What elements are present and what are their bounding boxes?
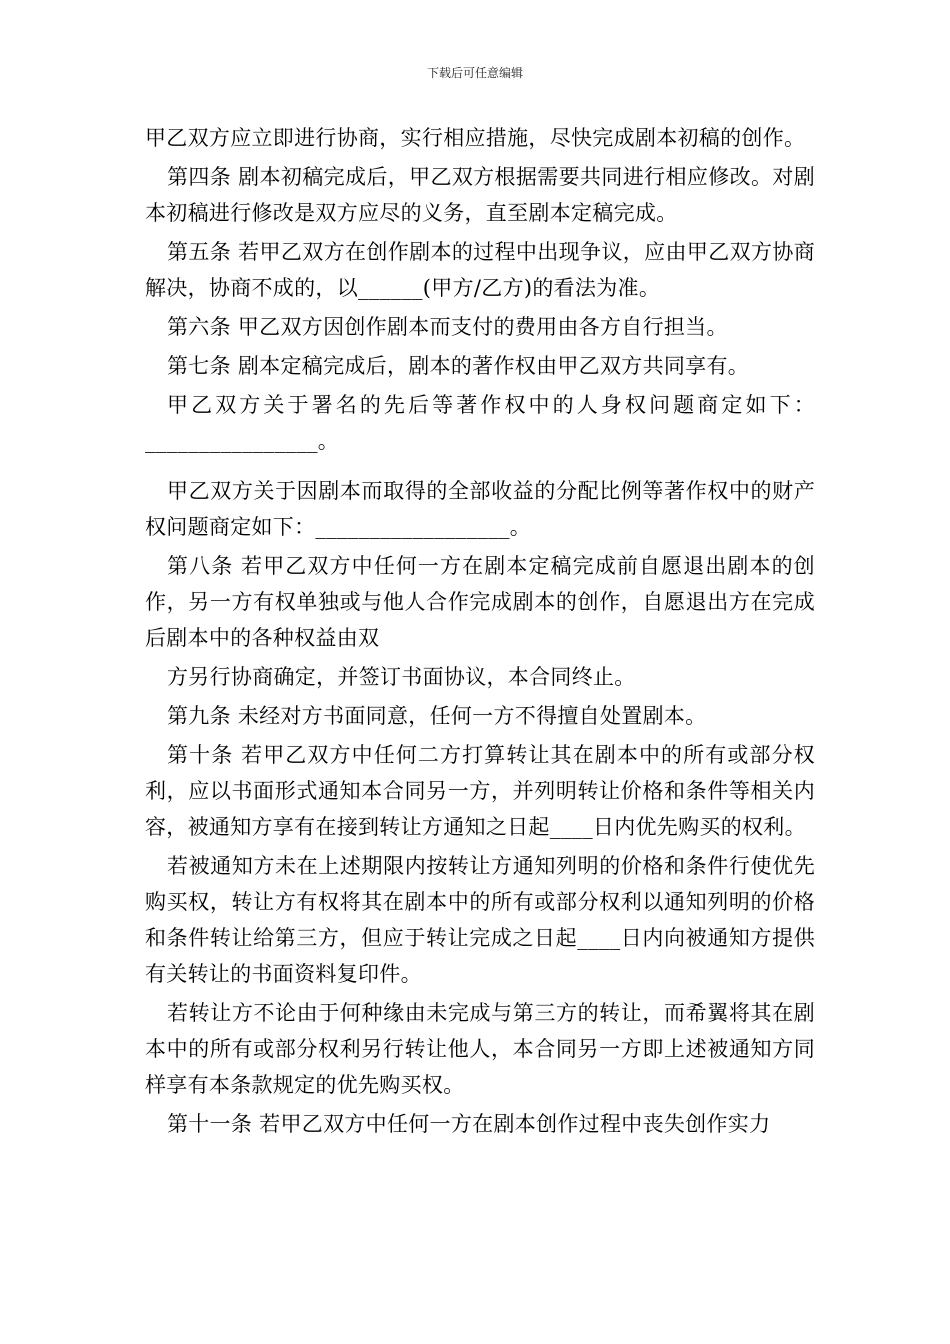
paragraph: 甲乙双方关于因剧本而取得的全部收益的分配比例等著作权中的财产权问题商定如下：__________________。 [145,479,815,539]
paragraph: 第五条 若甲乙双方在创作剧本的过程中出现争议，应由甲乙双方协商解决，协商不成的，以______(甲方/乙方)的看法为准。 [145,240,815,300]
paragraph: 第十条 若甲乙双方中任何二方打算转让其在剧本中的所有或部分权利，应以书面形式通知本合同另一方，并列明转让价格和条件等相关内容，被通知方享有在接到转让方通知之日起____日内优先购买的权利。 [145,743,815,839]
paragraph: 甲乙双方关于署名的先后等著作权中的人身权问题商定如下：________________。 [145,393,815,453]
paragraph: 甲乙双方应立即进行协商，实行相应措施，尽快完成剧本初稿的创作。 [145,126,806,150]
paragraph: 第九条 未经对方书面同意，任何一方不得擅自处置剧本。 [167,704,707,728]
paragraph: 第四条 剧本初稿完成后，甲乙双方根据需要共同进行相应修改。对剧本初稿进行修改是双方应尽的义务，直至剧本定稿完成。 [145,165,815,225]
document-body [145,120,815,1145]
page-header: 下载后可任意编辑 [426,66,523,80]
paragraph: 第七条 剧本定稿完成后，剧本的著作权由甲乙双方共同享有。 [167,354,750,378]
paragraph: 第八条 若甲乙双方中任何一方在剧本定稿完成前自愿退出剧本的创作，另一方有权单独或与他人合作完成剧本的创作，自愿退出方在完成后剧本中的各种权益由双 [145,554,815,650]
paragraph: 若转让方不论由于何种缘由未完成与第三方的转让，而希翼将其在剧本中的所有或部分权利另行转让他人，本合同另一方即上述被通知方同样享有本条款规定的优先购买权。 [145,1001,815,1097]
paragraph: 方另行协商确定，并签订书面协议，本合同终止。 [167,665,636,689]
paragraph: 第六条 甲乙双方因创作剧本而支付的费用由各方自行担当。 [167,315,728,339]
paragraph: 第十一条 若甲乙双方中任何一方在剧本创作过程中丧失创作实力 [167,1112,771,1136]
paragraph: 若被通知方未在上述期限内按转让方通知列明的价格和条件行使优先购买权，转让方有权将其在剧本中的所有或部分权利以通知列明的价格和条件转让给第三方，但应于转让完成之日起____日内向被通知方提供有关转让的书面资料复印件。 [145,854,815,986]
